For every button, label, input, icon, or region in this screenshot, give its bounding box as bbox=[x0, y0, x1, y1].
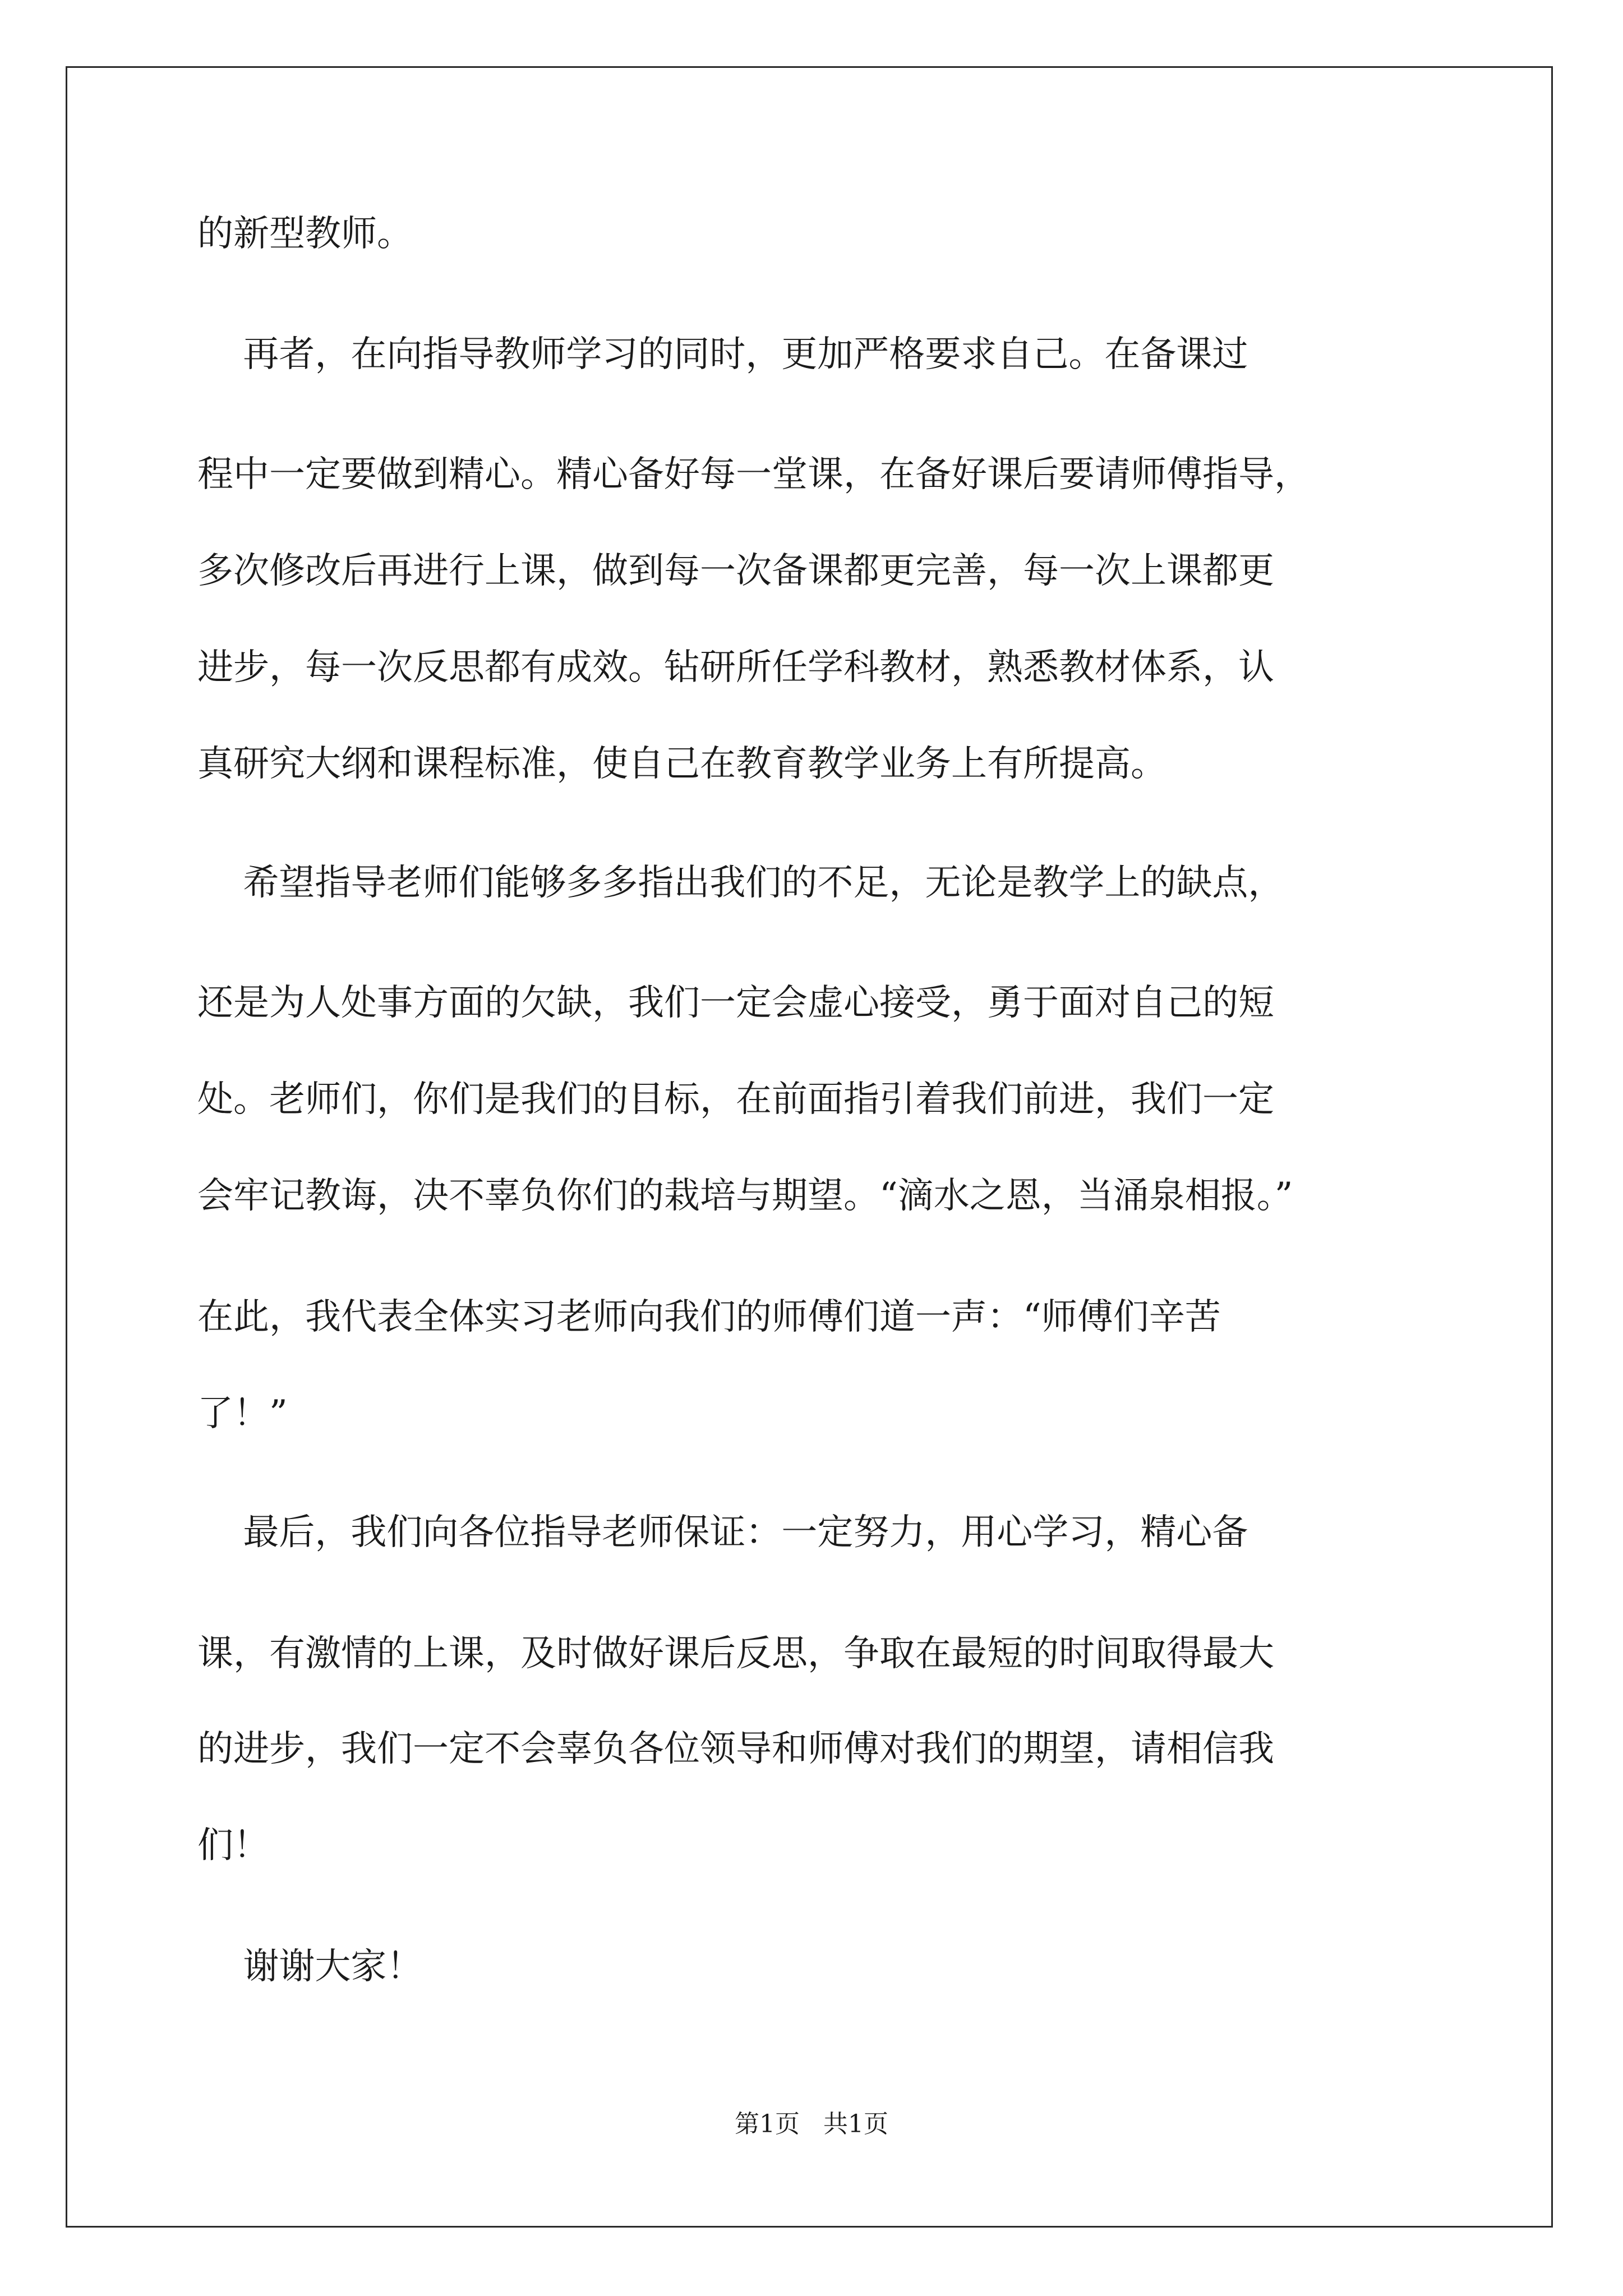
text-line: 再者，在向指导教师学习的同时，更加严格要求自己。在备课过 bbox=[197, 334, 1248, 375]
text-line: 最后，我们向各位指导老师保证：一定努力，用心学习，精心备 bbox=[197, 1512, 1248, 1553]
text-line: 在此，我代表全体实习老师向我们的师傅们道一声：“师傅们辛苦 bbox=[197, 1296, 1221, 1338]
text-line: 多次修改后再进行上课，做到每一次备课都更完善，每一次上课都更 bbox=[197, 550, 1274, 592]
text-line: 了！” bbox=[197, 1393, 288, 1434]
text-line: 会牢记教诲，决不辜负你们的栽培与期望。“滴水之恩，当涌泉相报。” bbox=[197, 1175, 1293, 1217]
text-line: 还是为人处事方面的欠缺，我们一定会虚心接受，勇于面对自己的短 bbox=[197, 982, 1274, 1024]
text-line: 课，有激情的上课，及时做好课后反思，争取在最短的时间取得最大 bbox=[197, 1633, 1274, 1674]
text-line: 谢谢大家！ bbox=[197, 1946, 423, 1987]
page-border bbox=[66, 66, 1553, 2228]
page-footer: 第1页 共1页 bbox=[735, 2110, 888, 2138]
text-line: 们！ bbox=[197, 1825, 269, 1866]
text-line: 进步，每一次反思都有成效。钻研所任学科教材，熟悉教材体系，认 bbox=[197, 647, 1274, 688]
text-line: 真研究大纲和课程标准，使自己在教育教学业务上有所提高。 bbox=[197, 743, 1166, 785]
text-line: 的进步，我们一定不会辜负各位领导和师傅对我们的期望，请相信我 bbox=[197, 1728, 1274, 1770]
text-line: 程中一定要做到精心。精心备好每一堂课，在备好课后要请师傅指导， bbox=[197, 454, 1310, 495]
text-line: 希望指导老师们能够多多指出我们的不足，无论是教学上的缺点， bbox=[197, 862, 1284, 904]
text-line: 处。老师们，你们是我们的目标，在前面指引着我们前进，我们一定 bbox=[197, 1079, 1274, 1120]
text-line: 的新型教师。 bbox=[197, 213, 413, 255]
